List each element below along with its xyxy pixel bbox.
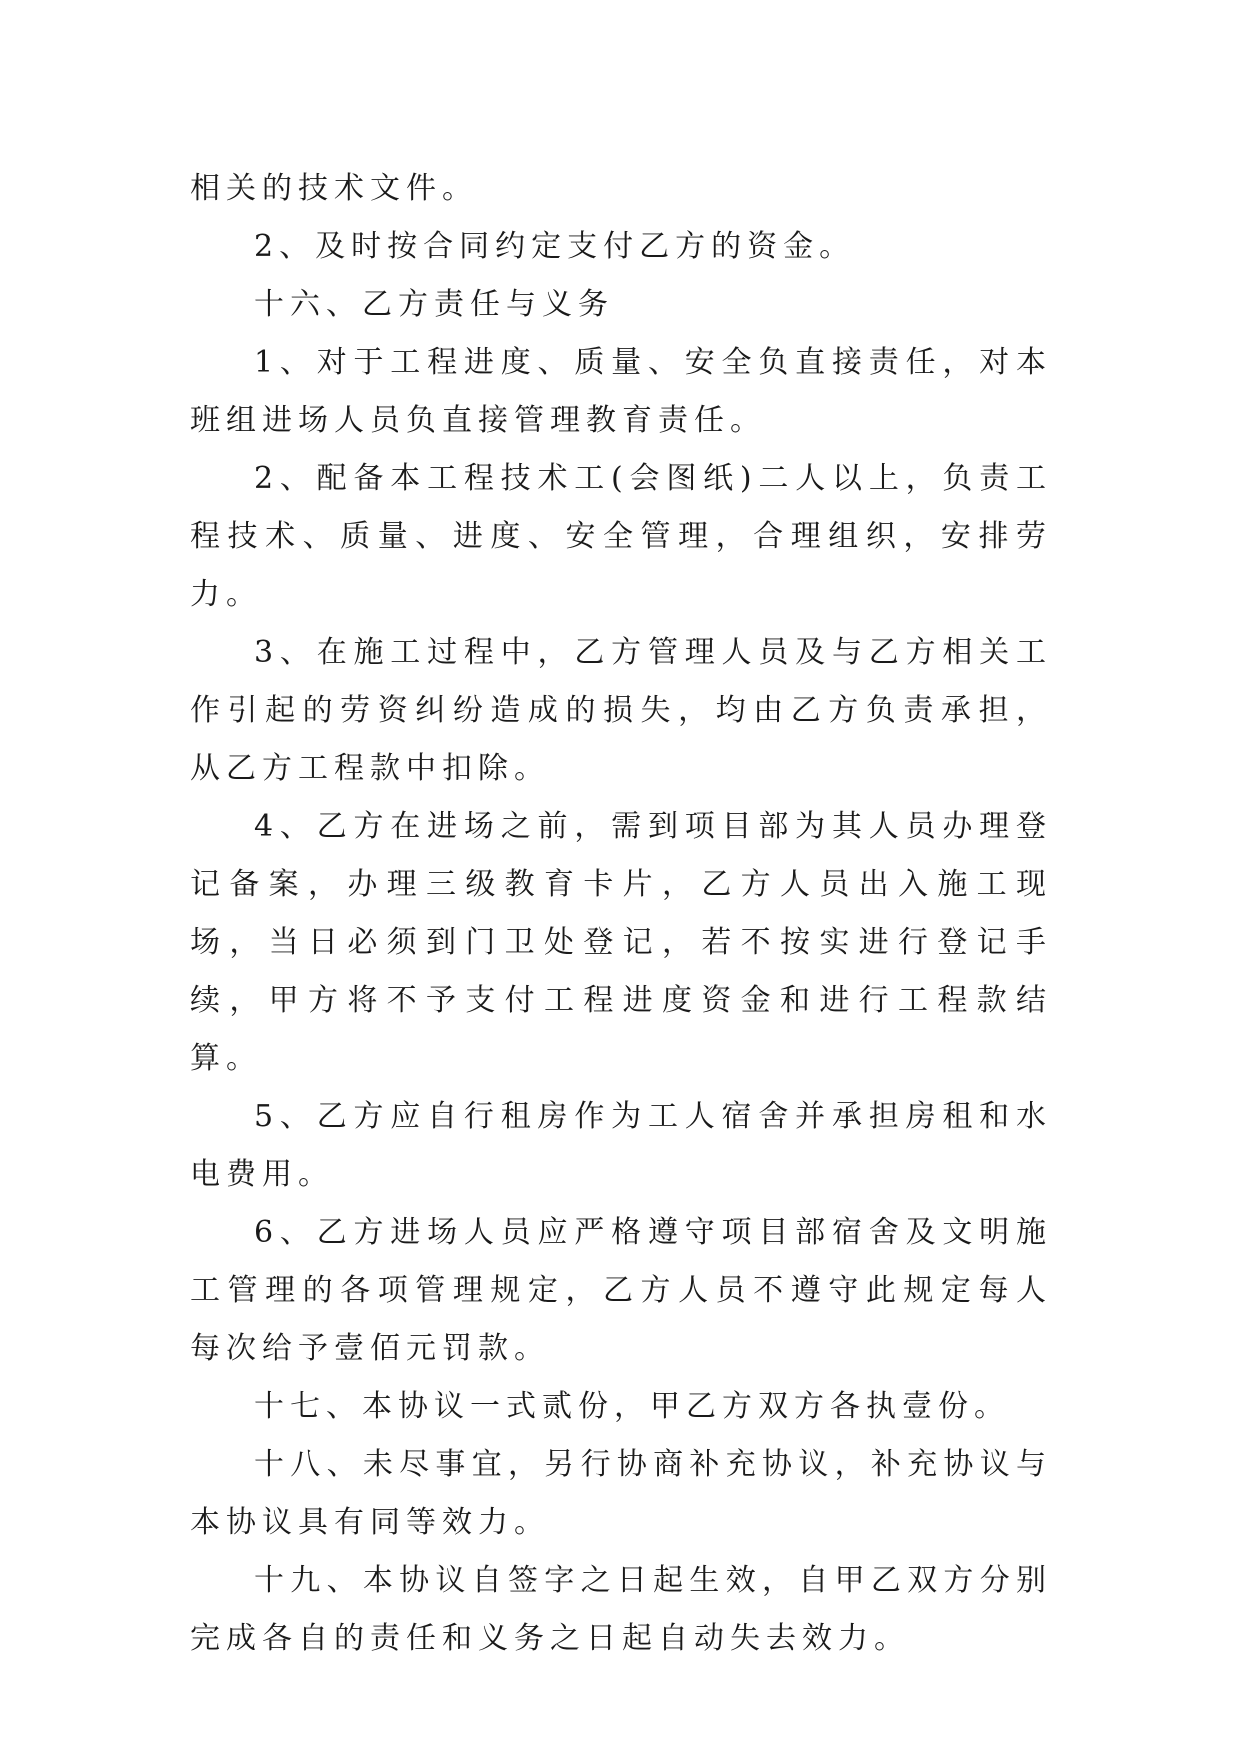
paragraph-2: 2、及时按合同约定支付乙方的资金。	[254, 229, 856, 264]
section-heading-16: 十六、乙方责任与义务	[254, 287, 614, 322]
section-19: 十九、本协议自签字之日起生效，自甲乙双方分别完成各自的责任和义务之日起自动失去效力。	[190, 1563, 1052, 1656]
paragraph-6: 3、在施工过程中，乙方管理人员及与乙方相关工作引起的劳资纠纷造成的损失，均由乙方负责承担，从乙方工程款中扣除。	[190, 635, 1052, 786]
paragraph-5: 2、配备本工程技术工(会图纸)二人以上，负责工程技术、质量、进度、安全管理，合理组织，安排劳力。	[190, 461, 1052, 612]
paragraph-9: 6、乙方进场人员应严格遵守项目部宿舍及文明施工管理的各项管理规定，乙方人员不遵守此规定每人每次给予壹佰元罚款。	[190, 1215, 1052, 1366]
paragraph-8: 5、乙方应自行租房作为工人宿舍并承担房租和水电费用。	[190, 1099, 1052, 1192]
section-17: 十七、本协议一式贰份，甲乙方双方各执壹份。	[254, 1389, 1010, 1424]
paragraph-4: 1、对于工程进度、质量、安全负直接责任，对本班组进场人员负直接管理教育责任。	[190, 345, 1052, 438]
document-body	[190, 160, 1052, 1668]
section-18: 十八、未尽事宜，另行协商补充协议，补充协议与本协议具有同等效力。	[190, 1447, 1052, 1540]
paragraph-1: 相关的技术文件。	[190, 171, 478, 206]
paragraph-7: 4、乙方在进场之前，需到项目部为其人员办理登记备案，办理三级教育卡片，乙方人员出入施工现场，当日必须到门卫处登记，若不按实进行登记手续，甲方将不予支付工程进度资金和进行工程款结算。	[190, 809, 1052, 1076]
